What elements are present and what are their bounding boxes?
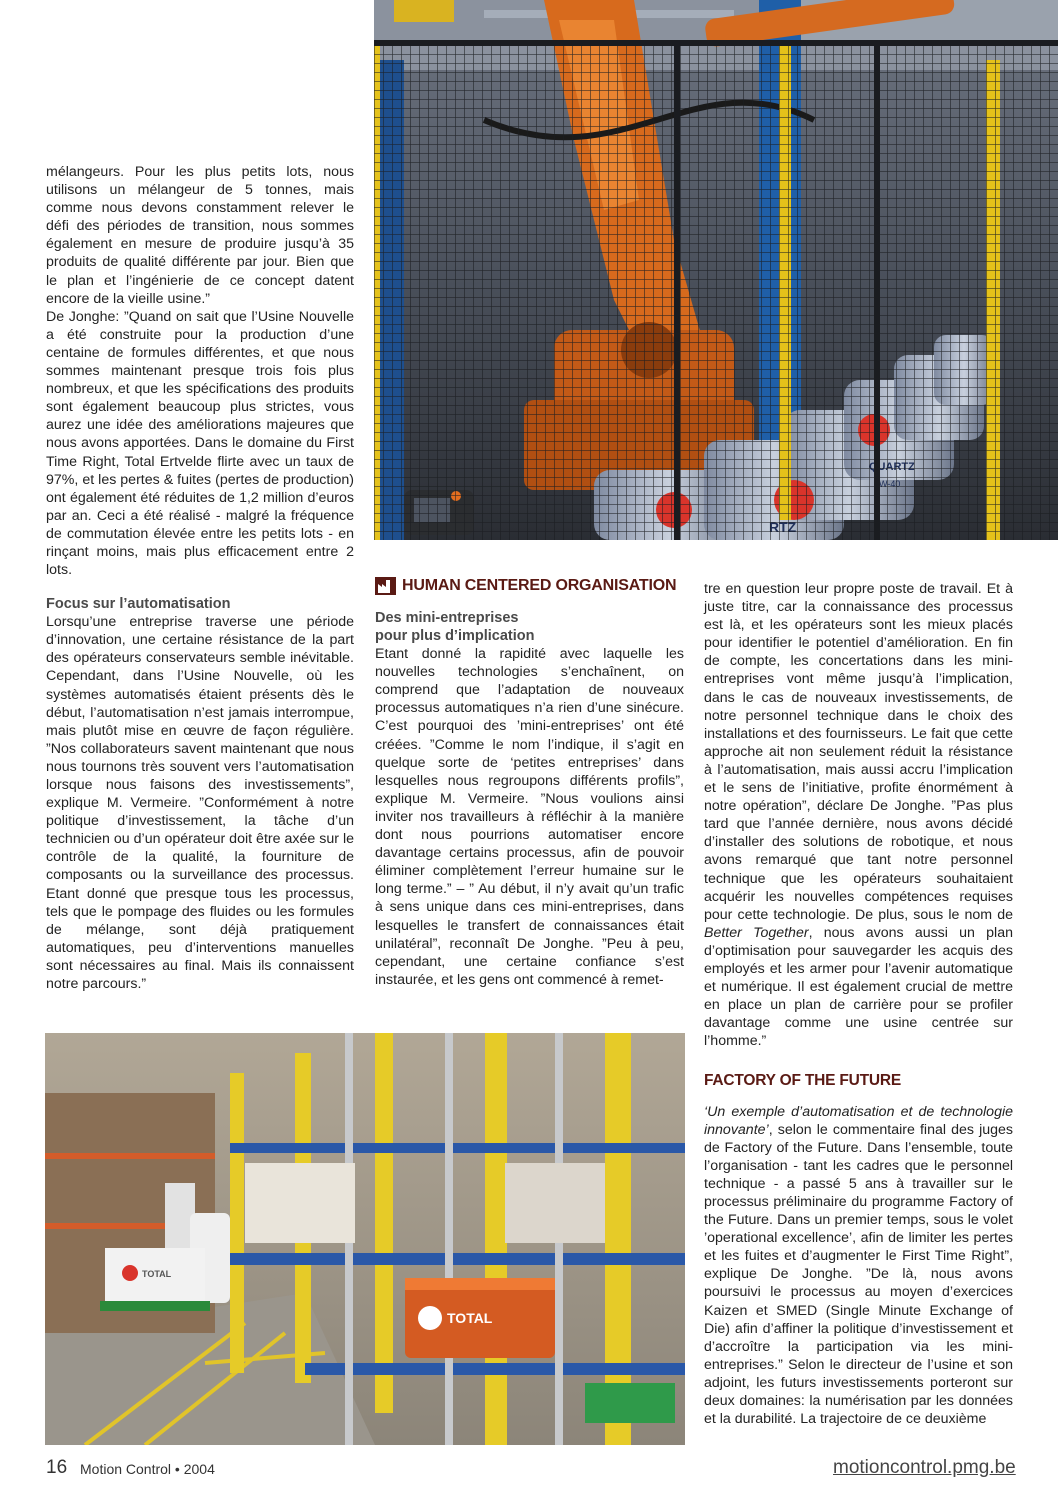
- italic-program-name: Better Together: [704, 924, 809, 941]
- section-title-factory: FACTORY OF THE FUTURE: [704, 1072, 902, 1090]
- body-paragraph: Etant donné la rapidité avec laquelle les nouvelles technologies s’enchaînent, on comprend que l’adaptation de nouveaux processus automatiques n’a rien d’une sinécure. C’est pourquoi des ’mini-entreprises’ ont été créées. ”Comme le nom l’indique, il s’agit en quelque sorte de ‘petites entreprises’ dans lesquelles nous regroupons différents profils”, explique M. Vermeire. ”Nous voulions ainsi inviter nos travailleurs à réfléchir à la manière dont nous pourrions automatiser encore davantage certains processus, afin de pouvoir éliminer complètement l’erreur humaine sur le long terme.” – ” Au début, il n’y avait qu’un trafic à sens unique dans ces mini-entreprises, dans lesquelles le transfert de connaissances était unilatéral”, reconnaît De Jonghe. ”Peu à peu, cependant, une certaine confiance s’est instaurée, et les gens ont commencé à remet-: [375, 646, 684, 988]
- section-title: HUMAN CENTERED ORGANISATION: [402, 577, 677, 594]
- drum-label-total: TOTAL: [447, 1310, 493, 1326]
- subheading-line: Des mini-entreprises: [375, 610, 519, 627]
- factory-icon: [375, 577, 396, 595]
- publication-name: Motion Control • 2004: [80, 1461, 215, 1477]
- column-left: [46, 163, 354, 993]
- subheading-line: pour plus d’implication: [375, 628, 535, 645]
- column-right: [704, 580, 1013, 1428]
- subheading-automation: Focus sur l’automatisation: [46, 596, 231, 613]
- column-middle: [375, 577, 684, 989]
- page-number: 16: [46, 1457, 68, 1478]
- pallet-label-total: TOTAL: [142, 1269, 172, 1279]
- robot-cell-photo: [374, 0, 1058, 540]
- body-paragraph: tre en question leur propre poste de travail. Et à juste titre, car la connaissance des processus est là, et les opérateurs sont les mieux placés pour identifier le potentiel d’amélioration. En fin de compte, les concertations dans les mini-entreprises vont même jusqu’à l’implication, dans le cas de nouveaux investissements, de notre personnel technique dans le choix des installations et des fournisseurs. Le fait que cette approche ait non seulement réduit la résistance à l’automatisation, mais aussi accru l’implication et le sens de l’initiative, profite énormément à notre opération”, déclare De Jonghe. ”Pas plus tard que l’année dernière, nous avons décidé d’installer des solutions de robotique, et nous avons remarqué que tant notre personnel technique que les opérateurs souhaitaient acquérir les nouvelles compétences requises pour cette technologie. De plus, sous le nom de Better Together, nous avons aussi un plan d’optimisation pour sauvegarder les acquis des employés et les armer pour l’avenir automatique et numérique. Il est également crucial de mettre en place un plan de carrière pour se profiler davantage comme une usine centrée sur l’homme.”: [704, 581, 1013, 1050]
- warehouse-photo: [45, 1033, 685, 1445]
- section-header-human: [375, 577, 684, 595]
- body-paragraph: Lorsqu’une entreprise traverse une période d’innovation, une certaine résistance de la part des opérateurs conservateurs semble inévitable. Cependant, dans l’Usine Nouvelle, où les systèmes automatisés étaient présents dès le début, l’automatisation n’est jamais interrompue, mais plutôt mise en œuvre de façon régulière. ”Nos collaborateurs savent maintenant que nous nous tournons très souvent vers l’automatisation lorsque nous faisons des investissements”, explique M. Vermeire. ”Conformément à notre politique d’investissement, la tâche d’un technicien ou d’un opérateur doit être axée sur le contrôle de la qualité, la fourniture de composants ou la surveillance des processus. Etant donné que presque tous les processus, tels que le pompage des fluides ou les formules de mélange, sont déjà pratiquement automatiques, peu d’interventions manuelles sont nécessaires au final. Mais ils connaissent notre parcours.”: [46, 614, 354, 993]
- website-link[interactable]: motioncontrol.pmg.be: [833, 1457, 1016, 1478]
- italic-quote: ‘Un exemple d’automatisation et de technologie innovante’: [704, 1103, 1013, 1138]
- body-paragraph: mélangeurs. Pour les plus petits lots, nous utilisons un mélangeur de 5 tonnes, mais comme nous devons constamment relever le défi des périodes de transition, nous sommes également en mesure de produire jusqu’à 35 produits de qualité différente par jour. Bien que le plan et l’ingénierie de ce concept datent encore de la vieille usine.”: [46, 164, 354, 307]
- body-paragraph: ‘Un exemple d’automatisation et de technologie innovante’, selon le commentaire final des juges de Factory of the Future. Dans l’ensemble, toute l’organisation - tant les cadres que le personnel technique - a passé 5 ans à travailler sur le processus préliminaire du programme Factory of the Future. Dans un premier temps, sous le volet ’operational excellence’, afin de limiter les pertes et les fuites et d’augmenter le First Time Right”, explique De Jonghe. ”De là, nous avons poursuivi le processus au moyen d’exercices Kaizen et SMED (Single Minute Exchange of Die) afin d’affiner la politique d’investissement et d’accroître la participation via les mini-entreprises.” Selon le directeur de l’usine et son adjoint, les futurs investissements porteront sur deux domaines: la numérisation par les données et la durabilité. La trajectoire de ce deuxième: [704, 1103, 1013, 1428]
- body-paragraph: De Jonghe: ”Quand on sait que l’Usine Nouvelle a été construite pour la production d’une centaine de formules différentes, et que nous sommes maintenant presque trois fois plus nombreux, et que les spécifications des produits sont également beaucoup plus strictes, vous aurez une idée des améliorations majeures que nous avons apportées. Dans le domaine du First Time Right, Total Ertvelde flirte avec un taux de 97%, et les pertes & fuites (pertes de production) ont également été réduites de 1,2 million d’euros par an. Ceci a été réalisé - malgré la fréquence de commutation élevée entre les petits lots - en rinçant moins, mais plus efficacement entre 2 lots.: [46, 308, 354, 579]
